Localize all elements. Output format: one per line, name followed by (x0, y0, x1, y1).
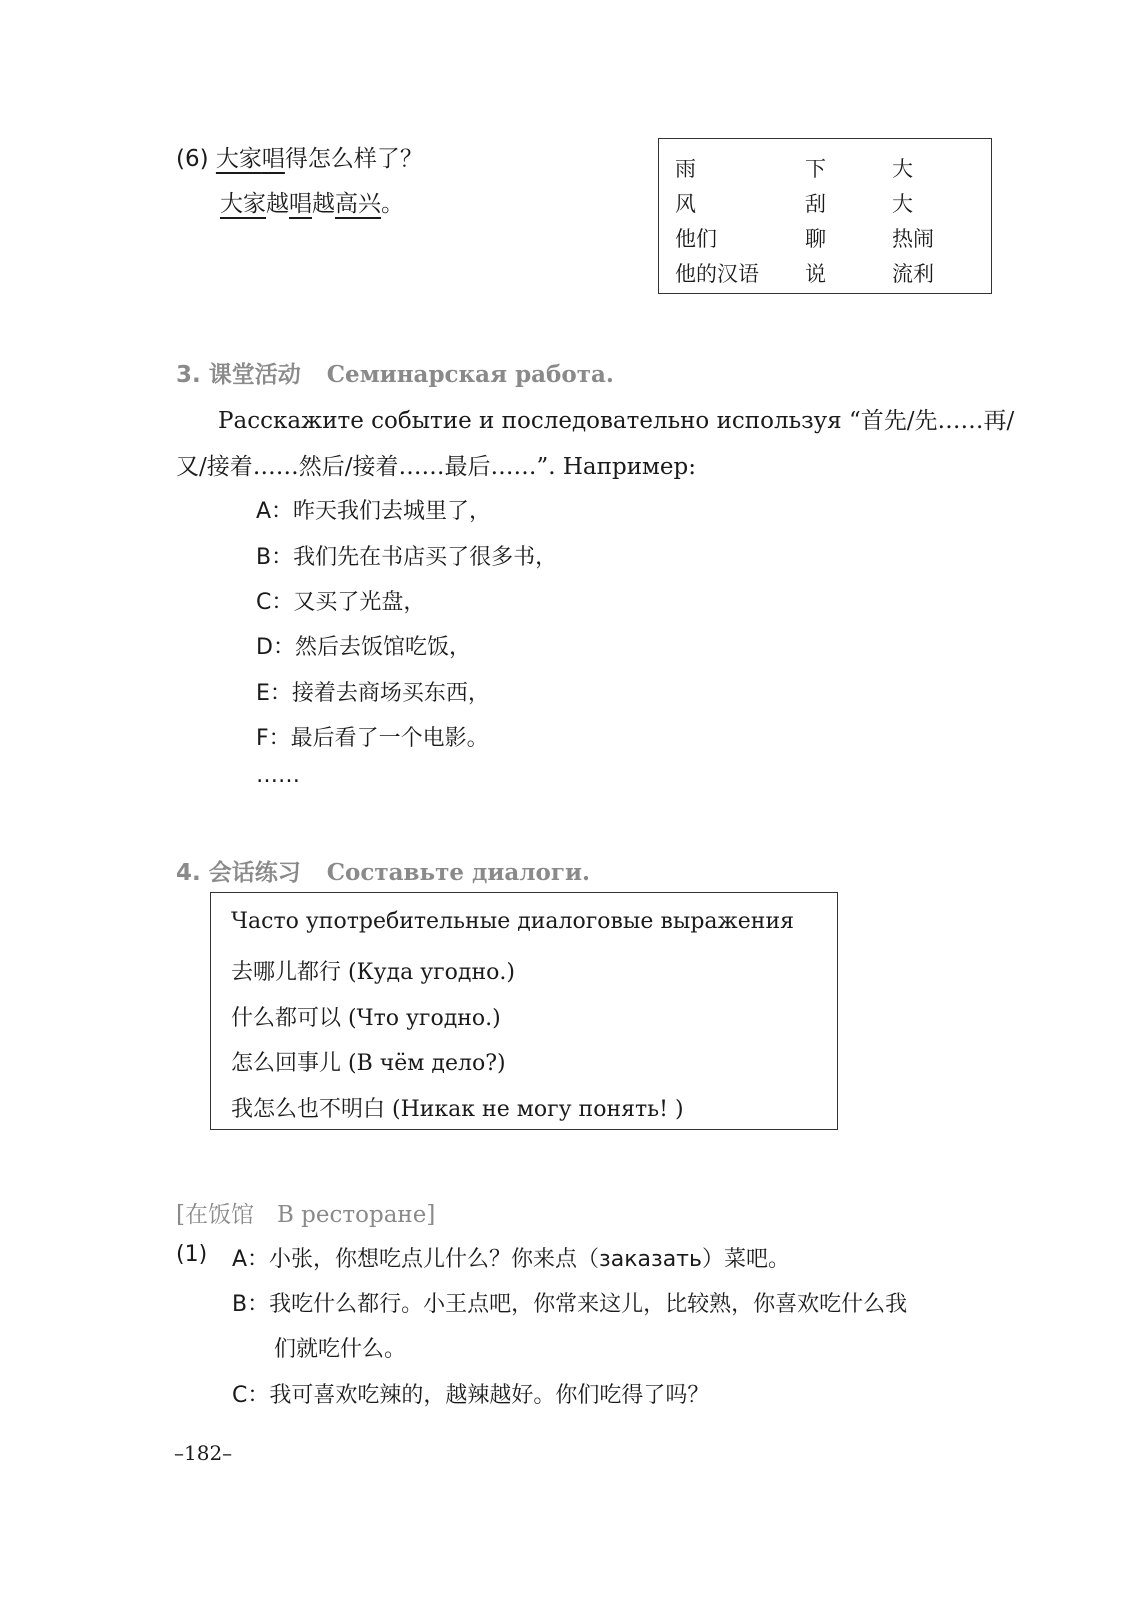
example-ellipsis: …… (256, 763, 300, 788)
dialogue-number: (1) (176, 1242, 208, 1267)
substitution-cell: 热闹 (892, 227, 934, 251)
phrases-heading: Часто употребительные диалоговые выражения (231, 909, 794, 934)
substitution-cell: 大 (892, 157, 913, 181)
substitution-cell: 聊 (805, 227, 826, 251)
phrase-item: 怎么回事儿 (В чём дело?) (231, 1051, 506, 1076)
phrase-item: 我怎么也不明白 (Никак не могу понять! ) (231, 1097, 684, 1122)
example-line: D：然后去饭馆吃饭， (256, 635, 471, 660)
example-line: E：接着去商场买东西， (256, 681, 490, 706)
answer-part: 越 (266, 191, 289, 217)
section-4-title-zh: 4. 会话练习 (176, 860, 301, 886)
substitution-row (659, 258, 991, 290)
answer-part: 越 (312, 191, 335, 217)
answer-part: 。 (381, 191, 404, 217)
question-part: 大家 (215, 146, 262, 172)
substitution-cell: 雨 (675, 157, 696, 181)
dialogue-line-c: C：我可喜欢吃辣的，越辣越好。你们吃得了吗？ (232, 1383, 710, 1408)
example-line: C：又买了光盘， (256, 590, 426, 615)
question-part: 唱 (261, 146, 285, 172)
dialogue-line-b: B：我吃什么都行。小王点吧，你常来这儿，比较熟，你喜欢吃什么我 (232, 1292, 908, 1317)
exercise-6-answer (220, 185, 404, 218)
example-line: A：昨天我们去城里了， (256, 499, 492, 524)
phrases-box (210, 892, 838, 1130)
section-3-instruction-line-1: Расскажите событие и последовательно используя “首先/先……再/ (218, 408, 1015, 434)
substitution-cell: 流利 (892, 262, 934, 286)
restaurant-title: [在饭馆 В ресторане] (176, 1202, 436, 1228)
section-3-instruction-line-2: 又/接着……然后/接着……最后……”. Например: (176, 454, 697, 480)
section-3-heading (176, 356, 614, 389)
dialogue-line-a: A：小张，你想吃点儿什么？你来点（заказать）菜吧。 (232, 1247, 790, 1272)
answer-part: 大家 (220, 191, 266, 217)
question-part: 怎么样 (307, 146, 377, 172)
exercise-number: (6) (176, 146, 209, 172)
example-line: F：最后看了一个电影。 (256, 726, 489, 751)
substitution-cell: 说 (805, 262, 826, 286)
substitution-cell: 刮 (805, 192, 826, 216)
substitution-cell: 下 (805, 157, 826, 181)
answer-part: 唱 (289, 191, 312, 217)
section-4-title-ru: Составьте диалоги. (326, 859, 591, 886)
section-4-heading (176, 854, 590, 887)
substitution-table (658, 138, 992, 294)
substitution-cell: 他们 (675, 227, 717, 251)
substitution-cell: 风 (675, 192, 696, 216)
phrase-item: 什么都可以 (Что угодно.) (231, 1006, 501, 1031)
substitution-cell: 他的汉语 (675, 262, 759, 286)
substitution-row (659, 188, 991, 220)
question-part: 得 (284, 146, 308, 172)
phrase-item: 去哪儿都行 (Куда угодно.) (231, 960, 515, 985)
substitution-row (659, 223, 991, 255)
dialogue-line-b-continued: 们就吃什么。 (274, 1337, 407, 1362)
section-3-title-ru: Семинарская работа. (326, 361, 614, 388)
exercise-6-question (176, 140, 423, 173)
section-3-title-zh: 3. 课堂活动 (176, 362, 301, 388)
substitution-row (659, 153, 991, 185)
question-part: 了？ (376, 146, 423, 172)
substitution-cell: 大 (892, 192, 913, 216)
answer-part: 高兴 (335, 191, 381, 217)
page-number: –182– (174, 1441, 233, 1465)
example-line: B：我们先在书店买了很多书， (256, 545, 558, 570)
